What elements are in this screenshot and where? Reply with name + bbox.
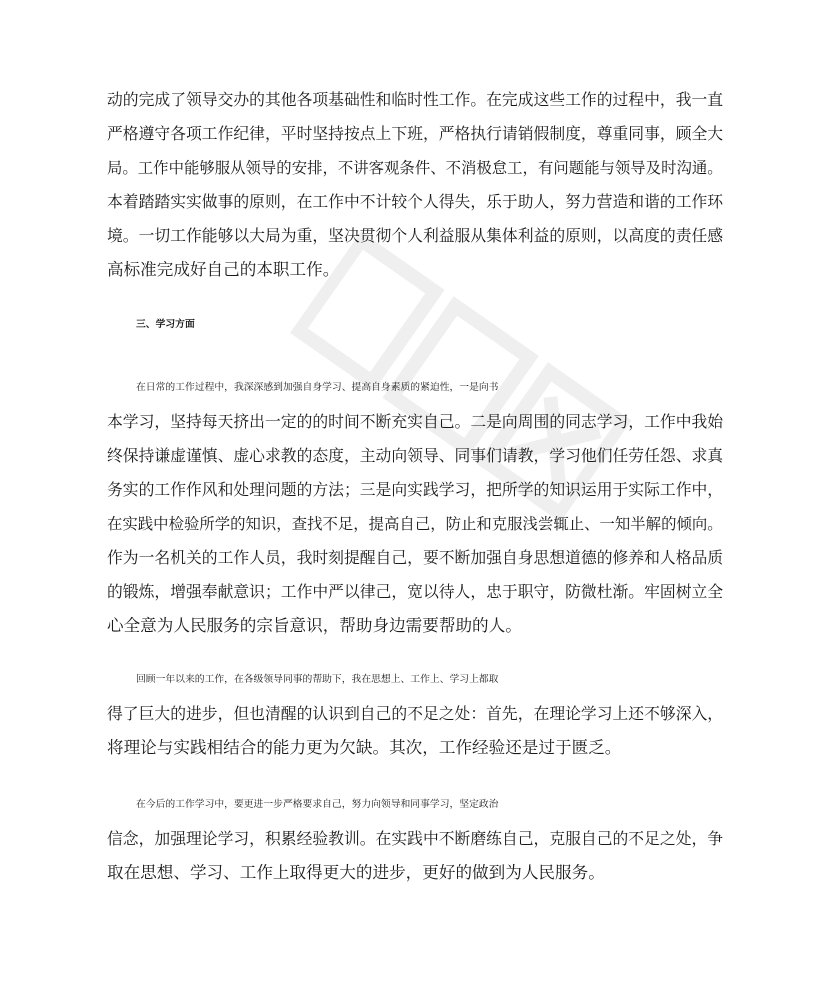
- text-line: 动的完成了领导交办的其他各项基础性和临时性工作。在完成这些工作的过程中，我一直: [107, 90, 724, 109]
- text-line: 作为一名机关的工作人员，我时刻提醒自己，要不断加强自身思想道德的修养和人格品质: [107, 548, 724, 567]
- text-line: 的锻炼，增强奉献意识；工作中严以律己，宽以待人，忠于职守，防微杜渐。牢固树立全: [107, 582, 724, 601]
- text-line: 在今后的工作学习中，要更进一步严格要求自己，努力向领导和同事学习，坚定政治: [136, 799, 499, 810]
- text-line: 境。一切工作能够以大局为重，坚决贯彻个人利益服从集体利益的原则，以高度的责任感: [107, 226, 724, 245]
- text-line: 本学习，坚持每天挤出一定的的时间不断充实自己。二是向周围的同志学习，工作中我始: [107, 412, 724, 431]
- text-line: 终保持谦虚谨慎、虚心求教的态度，主动向领导、同事们请教，学习他们任劳任怨、求真: [107, 446, 724, 465]
- text-line: 严格遵守各项工作纪律，平时坚持按点上下班，严格执行请销假制度，尊重同事，顾全大: [107, 124, 724, 143]
- text-line: 高标准完成好自己的本职工作。: [107, 260, 340, 279]
- text-line: 将理论与实践相结合的能力更为欠缺。其次，工作经验还是过于匮乏。: [107, 738, 622, 757]
- text-line: 在日常的工作过程中，我深深感到加强自身学习、提高自身素质的紧迫性，一是向书: [136, 382, 499, 393]
- text-line: 本着踏踏实实做事的原则，在工作中不计较个人得失，乐于助人，努力营造和谐的工作环: [107, 192, 724, 211]
- text-line: 在实践中检验所学的知识，查找不足，提高自己，防止和克服浅尝辄止、一知半解的倾向。: [107, 515, 723, 533]
- text-line: 务实的工作作风和处理问题的方法；三是向实践学习，把所学的知识运用于实际工作中，: [107, 480, 724, 499]
- text-line: 信念，加强理论学习，积累经验教训。在实践中不断磨练自己，克服自己的不足之处，争: [107, 829, 724, 848]
- text-line: 局。工作中能够服从领导的安排，不讲客观条件、不消极怠工，有问题能与领导及时沟通。: [107, 159, 723, 177]
- text-line: 回顾一年以来的工作，在各级领导同事的帮助下，我在思想上、工作上、学习上都取: [136, 674, 499, 685]
- text-line: 心全意为人民服务的宗旨意识，帮助身边需要帮助的人。: [107, 616, 522, 635]
- text-line: 得了巨大的进步，但也清醒的认识到自己的不足之处：首先，在理论学习上还不够深入，: [107, 704, 724, 723]
- text-line: 取在思想、学习、工作上取得更大的进步，更好的做到为人民服务。: [107, 863, 605, 882]
- section-heading: 三、学习方面: [136, 319, 195, 330]
